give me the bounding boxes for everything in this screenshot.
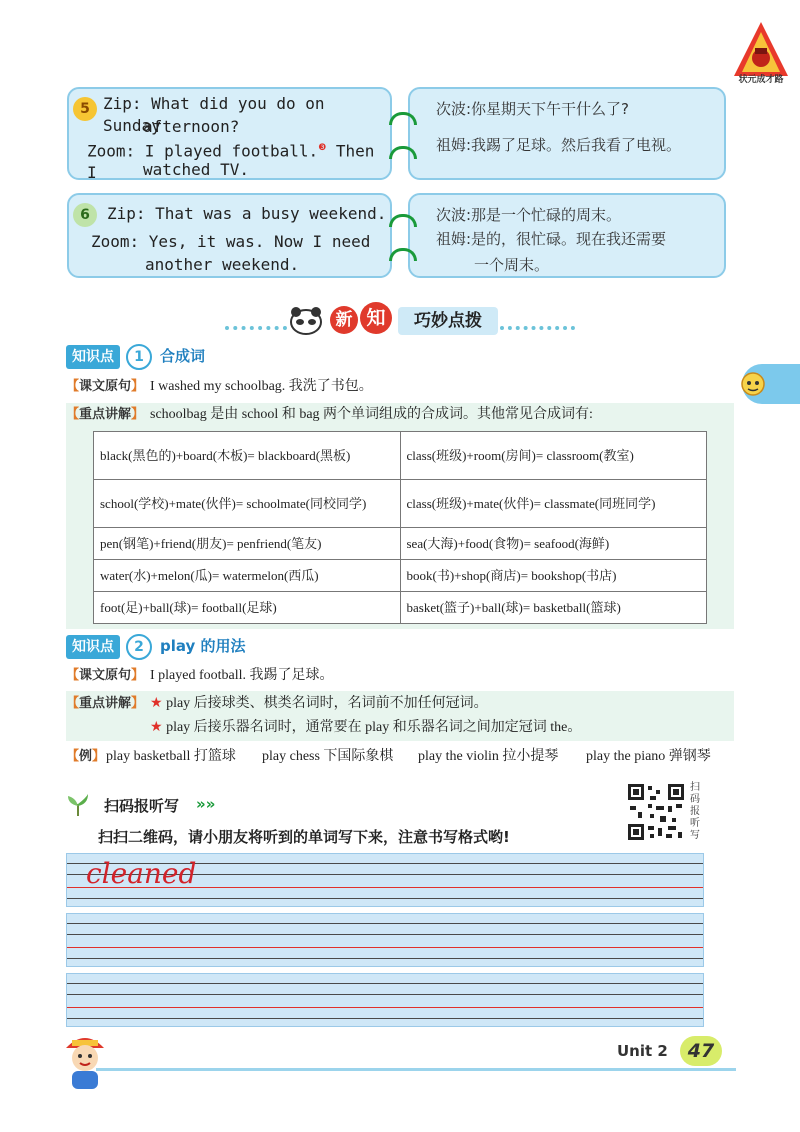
explanation-text: schoolbag 是由 school 和 bag 两个单词组成的合成词。其他常见合成词有: — [150, 407, 593, 422]
table-cell: book(书)+shop(商店)= bookshop(书店) — [400, 560, 707, 592]
writing-area[interactable] — [66, 973, 704, 1027]
star-icon: ★ — [150, 720, 163, 735]
kp-label: 知识点 — [66, 635, 120, 659]
original-sentence-tag: 【课文原句】 — [66, 668, 145, 683]
translation-line: 次波:那是一个忙碌的周末。 — [436, 206, 622, 224]
dialogue-5-english — [67, 87, 392, 183]
table-row — [94, 480, 707, 528]
page-number: 47 — [680, 1036, 722, 1066]
dialogue-line: Zoom: Yes, it was. Now I need — [91, 232, 371, 251]
dialogue-number: 5 — [73, 97, 97, 121]
table-cell: class(班级)+room(房间)= classroom(教室) — [400, 432, 707, 480]
note-mark: ❸ — [318, 143, 327, 153]
dialogue-6-chinese — [408, 193, 726, 278]
kp-number: 1 — [126, 344, 152, 370]
table-cell: basket(篮子)+ball(球)= basketball(篮球) — [400, 592, 707, 624]
table-cell: water(水)+melon(瓜)= watermelon(西瓜) — [94, 560, 401, 592]
dialogue-line: Zip: What did you do on Sunday — [103, 94, 325, 135]
kp-number: 2 — [126, 634, 152, 660]
table-row — [94, 592, 707, 624]
kp-label: 知识点 — [66, 345, 120, 369]
unit-label: Unit 2 — [617, 1042, 668, 1060]
table-row — [94, 432, 707, 480]
table-cell: black(黑色的)+board(木板)= blackboard(黑板) — [94, 432, 401, 480]
side-tab — [742, 364, 800, 404]
brand-name: 状元成才路 — [738, 75, 784, 85]
dialogue-line: watched TV. — [143, 160, 249, 179]
explanation-tag: 【重点讲解】 — [66, 696, 145, 711]
qr-label: 扫码报听写 — [690, 782, 700, 841]
translation-line: 次波:你星期天下午干什么了? — [436, 100, 630, 118]
table-cell: class(班级)+mate(伙伴)= classmate(同班同学) — [400, 480, 707, 528]
writing-area[interactable] — [66, 913, 704, 967]
example-item: play chess 下国际象棋 — [262, 749, 394, 764]
mascot-character-icon — [58, 1030, 112, 1092]
table-cell: school(学校)+mate(伙伴)= schoolmate(同校同学) — [94, 480, 401, 528]
rule-point: ★ play 后接乐器名词时，通常要在 play 和乐器名词之间加定冠词 the。 — [150, 720, 582, 735]
original-sentence: I played football. 我踢了足球。 — [150, 668, 334, 683]
translation-line: 祖姆:我踢了足球。然后我看了电视。 — [436, 136, 682, 154]
star-icon: ★ — [150, 696, 163, 711]
sample-handwriting: cleaned — [86, 857, 197, 890]
panda-icon — [288, 305, 324, 335]
mascot-icon — [738, 368, 768, 398]
kp-title: play 的用法 — [160, 637, 246, 655]
example-item: play the piano 弹钢琴 — [586, 749, 711, 764]
explanation-tag: 【重点讲解】 — [66, 407, 145, 422]
section-badge: 知 — [360, 302, 392, 334]
table-cell: foot(足)+ball(球)= football(足球) — [94, 592, 401, 624]
translation-line: 一个周末。 — [474, 256, 550, 274]
dialogue-5-chinese — [408, 87, 726, 180]
footer-line — [96, 1068, 736, 1071]
example-item: play basketball 打篮球 — [106, 749, 236, 764]
dialogue-line: Zip: That was a busy weekend. — [107, 204, 387, 223]
chevron-right-icon: »» — [196, 795, 216, 813]
translation-line: 祖姆:是的，很忙碌。现在我还需要 — [436, 230, 667, 248]
table-row — [94, 560, 707, 592]
divider — [500, 326, 575, 334]
kp-title: 合成词 — [160, 347, 206, 365]
table-cell: sea(大海)+food(食物)= seafood(海鲜) — [400, 528, 707, 560]
tree-icon — [64, 792, 92, 818]
rule-point: ★ play 后接球类、棋类名词时，名词前不加任何冠词。 — [150, 696, 488, 711]
divider — [225, 326, 287, 334]
section-badge: 新 — [330, 306, 358, 334]
section-title: 巧妙点拨 — [398, 307, 498, 335]
scan-title: 扫码报听写 — [104, 797, 180, 815]
scan-instruction: 扫扫二维码，请小朋友将听到的单词写下来，注意书写格式哟! — [98, 828, 510, 846]
original-sentence-tag: 【课文原句】 — [66, 379, 145, 394]
dialogue-line: Zoom: I played football.$^❸$ Then I — [87, 141, 375, 183]
original-sentence: I washed my schoolbag. 我洗了书包。 — [150, 379, 373, 394]
dialogue-line: afternoon? — [143, 117, 240, 136]
dialogue-6-english — [67, 193, 392, 278]
table-cell: pen(钢笔)+friend(朋友)= penfriend(笔友) — [94, 528, 401, 560]
compound-word-table — [93, 431, 707, 624]
example-item: play the violin 拉小提琴 — [418, 749, 559, 764]
dialogue-line: another weekend. — [145, 255, 300, 274]
qr-code[interactable] — [626, 782, 686, 842]
table-row — [94, 528, 707, 560]
dialogue-number: 6 — [73, 203, 97, 227]
example-tag: 【例】 — [66, 749, 106, 764]
